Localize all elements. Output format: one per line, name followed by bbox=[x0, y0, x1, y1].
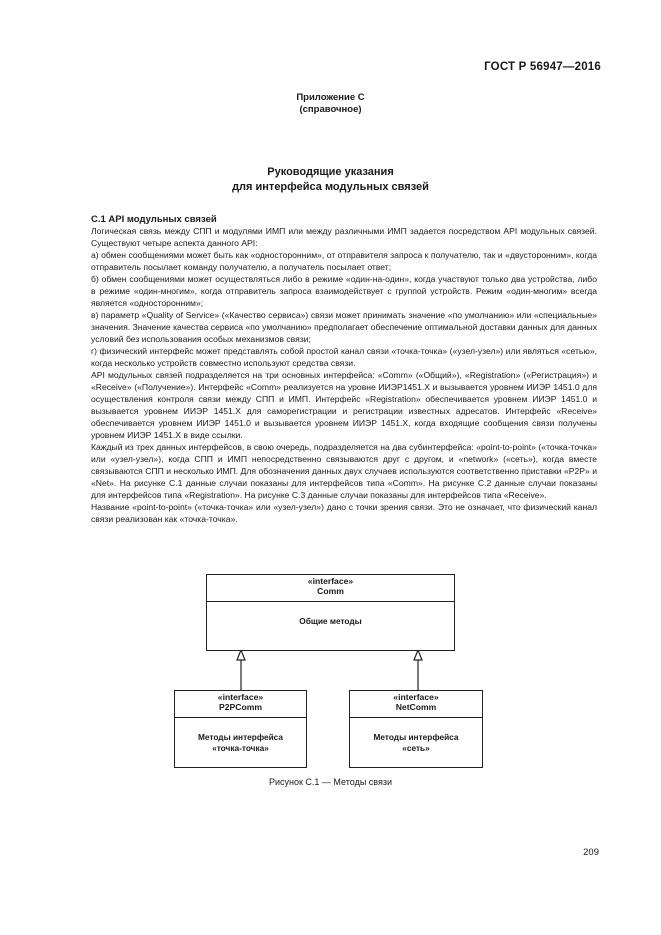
paragraph: API модульных связей подразделяется на три основных интерфейса: «Comm» («Общий»), «Registration» («Регистрация») и «Receive» («Получение»). Интерфейс «Comm» реализуется на уровне ИИЭР1451.X и вызывается уровнем ИИЭР 1451.0 для осуществления контроля связи между СПП и ИМП. Интерфейс «Registration» обеспечивается уровнем ИИЭР 1451.0 и вызывается уровнем ИИЭР 1451.X для саморегистрации и регистрации известных адресатов. Интерфейс «Receive» обеспечивается уровнем ИИЭР 1451.0 и вызывается уровнем ИИЭР 1451.X, когда входящие сообщения связи получены уровнем ИИЭР 1451.X в виде ссылки. bbox=[91, 370, 597, 440]
netcomm-header bbox=[350, 691, 482, 718]
guide-title-line2: для интерфейса модульных связей bbox=[232, 181, 429, 193]
paragraph: б) обмен сообщениями может осуществляться либо в режиме «один-на-один», когда участвуют только два устройства, либо в режиме «один-многим», когда отправитель запроса взаимодействует с группой устройств. Режим «один-многим» всегда является «односторонним»; bbox=[91, 274, 597, 308]
netcomm-interface-box bbox=[349, 690, 483, 768]
figure-caption: Рисунок С.1 — Методы связи bbox=[268, 777, 392, 787]
p2pcomm-methods-line2: «точка-точка» bbox=[212, 742, 269, 753]
comm-name: Comm bbox=[317, 586, 344, 596]
page-number: 209 bbox=[583, 847, 599, 858]
section-title: С.1 API модульных связей bbox=[91, 214, 217, 225]
p2pcomm-methods bbox=[175, 718, 306, 753]
comm-interface-box bbox=[206, 574, 455, 651]
p2pcomm-methods-line1: Методы интерфейса bbox=[197, 732, 284, 742]
p2pcomm-stereotype: «interface» bbox=[217, 692, 264, 702]
arrow-head-p2p bbox=[237, 650, 245, 660]
guide-title-line1: Руководящие указания bbox=[267, 166, 394, 178]
paragraph: в) параметр «Quality of Service» («Качество сервиса») связи может принимать значение «по умолчанию» или «специальные» значения. Значение качества сервиса «по умолчанию» предполагает обеспечение оптимальной доставки данных для данных условий без использования особых механизмов связи; bbox=[91, 310, 597, 344]
comm-stereotype: «interface» bbox=[307, 576, 354, 586]
annex-title: Приложение С bbox=[296, 92, 365, 103]
netcomm-methods bbox=[350, 718, 482, 753]
netcomm-methods-line1: Методы интерфейса bbox=[373, 732, 459, 742]
standard-number: ГОСТ Р 56947—2016 bbox=[484, 61, 601, 73]
paragraph: г) физический интерфейс может представлять собой простой канал связи «точка-точка» («узел-узел») или являться «сетью», когда несколько устройств совместно используют средства связи. bbox=[91, 346, 597, 368]
p2pcomm-header bbox=[175, 691, 306, 718]
arrow-head-net bbox=[414, 650, 422, 660]
netcomm-methods-line2: «сеть» bbox=[402, 742, 430, 753]
netcomm-name: NetComm bbox=[395, 702, 437, 712]
annex-note: (справочное) bbox=[299, 104, 362, 115]
p2pcomm-interface-box bbox=[174, 690, 307, 768]
comm-methods: Общие методы bbox=[299, 616, 362, 626]
comm-header bbox=[207, 575, 454, 602]
p2pcomm-name: P2PComm bbox=[219, 702, 262, 712]
paragraph: Название «point-to-point» («точка-точка» или «узел-узел») дано с точки зрения связи. Это не означает, что физический канал связи реализован как «точка-точка». bbox=[91, 502, 597, 524]
paragraph: Каждый из трех данных интерфейсов, в свою очередь, подразделяется на два субинтерфейса: «point-to-point» («точка-точка» или «узел-узел»), когда СПП и ИМП непосредственно связываются друг с другом, и «network» («сеть»), когда вместе связываются СПП и несколько ИМП. Для обозначения данных двух случаев используются соответственно приставки «P2P» и «Net». На рисунке С.1 данные случаи показаны для интерфейсов типа «Comm». На рисунке С.2 данные случаи показаны для интерфейсов типа «Registration». На рисунке С.3 данные случаи показаны для интерфейсов типа «Receive». bbox=[91, 442, 597, 500]
paragraph: а) обмен сообщениями может быть как «односторонним», от отправителя запроса к получателю, так и «двусторонним», когда отправитель посылает команду получателю, а получатель посылает ответ; bbox=[91, 250, 597, 272]
netcomm-stereotype: «interface» bbox=[393, 692, 439, 702]
paragraph: Логическая связь между СПП и модулями ИМП или между различными ИМП задается посредством API модульных связей. Существуют четыре аспекта данного API: bbox=[91, 226, 597, 248]
